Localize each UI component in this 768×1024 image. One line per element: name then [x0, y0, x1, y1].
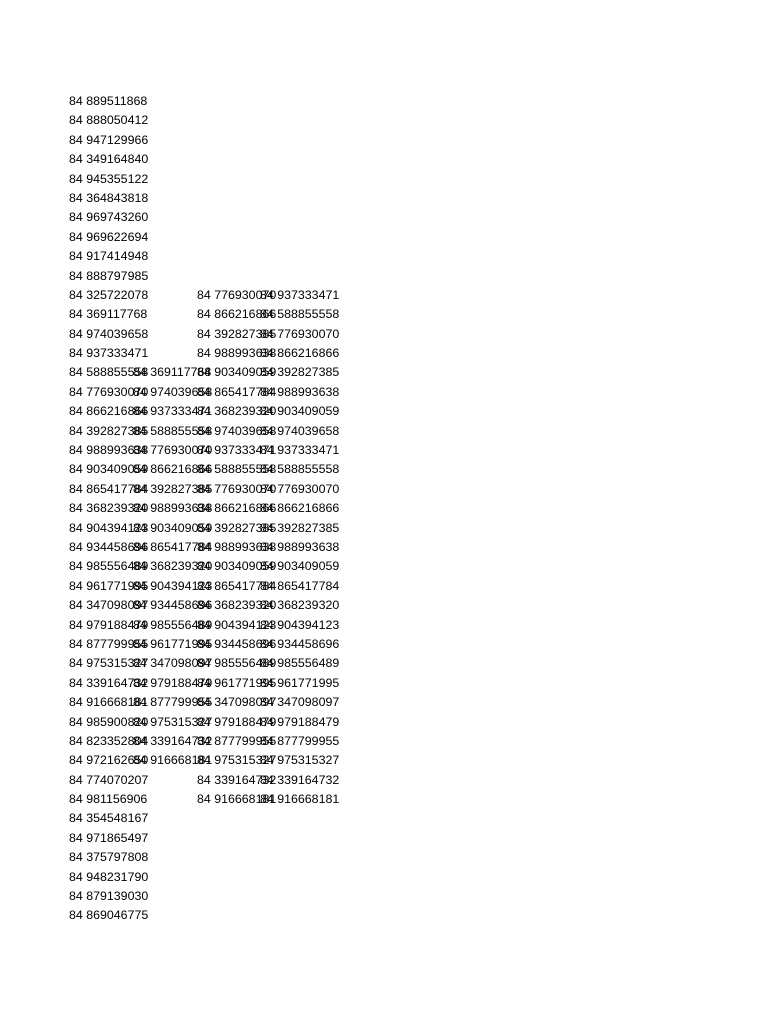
phone-cell[interactable]: 84 888797985	[69, 268, 149, 283]
phone-cell[interactable]: 84 979188479	[197, 714, 277, 729]
phone-cell[interactable]: 84 988993638	[260, 384, 340, 399]
phone-cell[interactable]: 84 776930070	[260, 481, 340, 496]
phone-cell[interactable]: 84 916668181	[133, 753, 213, 768]
phone-cell[interactable]: 84 866216866	[69, 404, 149, 419]
phone-cell[interactable]: 84 866216866	[260, 346, 340, 361]
phone-cell[interactable]: 84 975315327	[69, 656, 149, 671]
phone-cell[interactable]: 84 903409059	[260, 559, 340, 574]
phone-cell[interactable]: 84 937333471	[133, 404, 213, 419]
phone-cell[interactable]: 84 392827385	[197, 520, 277, 535]
phone-cell[interactable]: 84 903409059	[197, 559, 277, 574]
phone-cell[interactable]: 84 865417784	[197, 578, 277, 593]
phone-cell[interactable]: 84 776930070	[133, 443, 213, 458]
phone-cell[interactable]: 84 869046775	[69, 908, 149, 923]
phone-cell[interactable]: 84 392827385	[133, 481, 213, 496]
phone-cell[interactable]: 84 347098097	[133, 656, 213, 671]
phone-cell[interactable]: 84 823352804	[69, 733, 149, 748]
phone-cell[interactable]: 84 776930070	[197, 481, 277, 496]
phone-cell[interactable]: 84 877799955	[69, 636, 149, 651]
phone-cell[interactable]: 84 937333471	[260, 443, 340, 458]
phone-cell[interactable]: 84 961771995	[133, 636, 213, 651]
phone-cell[interactable]: 84 969743260	[69, 210, 149, 225]
phone-cell[interactable]: 84 917414948	[69, 249, 149, 264]
phone-cell[interactable]: 84 776930070	[197, 287, 277, 302]
phone-cell[interactable]: 84 865417784	[197, 384, 277, 399]
phone-cell[interactable]: 84 866216866	[197, 307, 277, 322]
phone-cell[interactable]: 84 985900820	[69, 714, 149, 729]
phone-cell[interactable]: 84 368239320	[133, 559, 213, 574]
phone-cell[interactable]: 84 392827385	[69, 423, 149, 438]
phone-cell[interactable]: 84 877799955	[133, 695, 213, 710]
phone-cell[interactable]: 84 904394123	[69, 520, 149, 535]
phone-cell[interactable]: 84 916668181	[197, 792, 277, 807]
phone-cell[interactable]: 84 937333471	[197, 443, 277, 458]
phone-cell[interactable]: 84 972162650	[69, 753, 149, 768]
phone-cell[interactable]: 84 975315327	[260, 753, 340, 768]
phone-cell[interactable]: 84 985556489	[197, 656, 277, 671]
phone-cell[interactable]: 84 339164732	[133, 733, 213, 748]
phone-cell[interactable]: 84 988993638	[133, 501, 213, 516]
phone-cell[interactable]: 84 969622694	[69, 229, 149, 244]
phone-cell[interactable]: 84 347098097	[197, 695, 277, 710]
phone-cell[interactable]: 84 354548167	[69, 811, 149, 826]
phone-cell[interactable]: 84 774070207	[69, 772, 149, 787]
phone-cell[interactable]: 84 369117768	[69, 307, 148, 322]
phone-cell[interactable]: 84 934458696	[260, 636, 340, 651]
phone-cell[interactable]: 84 916668181	[260, 792, 340, 807]
phone-cell[interactable]: 84 979188479	[69, 617, 149, 632]
phone-cell[interactable]: 84 368239320	[197, 404, 277, 419]
phone-cell[interactable]: 84 937333471	[260, 287, 340, 302]
phone-cell[interactable]: 84 877799955	[197, 733, 277, 748]
phone-cell[interactable]: 84 979188479	[133, 675, 213, 690]
phone-cell[interactable]: 84 588855558	[260, 307, 340, 322]
phone-cell[interactable]: 84 588855558	[197, 462, 277, 477]
phone-cell[interactable]: 84 866216866	[133, 462, 213, 477]
phone-cell[interactable]: 84 369117768	[133, 365, 212, 380]
phone-cell[interactable]: 84 368239320	[260, 598, 340, 613]
phone-cell[interactable]: 84 985556489	[260, 656, 340, 671]
phone-cell[interactable]: 84 392827385	[197, 326, 277, 341]
phone-cell[interactable]: 84 934458696	[133, 598, 213, 613]
phone-cell[interactable]: 84 903409059	[197, 365, 277, 380]
phone-cell[interactable]: 84 988993638	[69, 443, 149, 458]
phone-cell[interactable]: 84 904394123	[197, 617, 277, 632]
phone-cell[interactable]: 84 347098097	[69, 598, 149, 613]
phone-cell[interactable]: 84 937333471	[69, 346, 149, 361]
phone-cell[interactable]: 84 339164732	[260, 772, 340, 787]
phone-cell[interactable]: 84 866216866	[260, 501, 340, 516]
phone-cell[interactable]: 84 975315327	[133, 714, 213, 729]
phone-cell[interactable]: 84 392827385	[260, 520, 340, 535]
phone-cell[interactable]: 84 392827385	[260, 365, 340, 380]
phone-cell[interactable]: 84 903409059	[133, 520, 213, 535]
phone-cell[interactable]: 84 339164732	[197, 772, 277, 787]
phone-cell[interactable]: 84 985556489	[133, 617, 213, 632]
phone-cell[interactable]: 84 979188479	[260, 714, 340, 729]
phone-cell[interactable]: 84 961771995	[197, 675, 277, 690]
phone-cell[interactable]: 84 339164732	[69, 675, 149, 690]
phone-cell[interactable]: 84 347098097	[260, 695, 340, 710]
phone-cell[interactable]: 84 325722078	[69, 287, 149, 302]
phone-cell[interactable]: 84 961771995	[260, 675, 340, 690]
phone-cell[interactable]: 84 974039658	[197, 423, 277, 438]
phone-cell[interactable]: 84 865417784	[133, 539, 213, 554]
phone-cell[interactable]: 84 974039658	[133, 384, 213, 399]
phone-cell[interactable]: 84 904394123	[260, 617, 340, 632]
phone-cell[interactable]: 84 349164840	[69, 152, 149, 167]
phone-cell[interactable]: 84 368239320	[69, 501, 149, 516]
phone-cell[interactable]: 84 866216866	[197, 501, 277, 516]
phone-cell[interactable]: 84 974039658	[260, 423, 340, 438]
phone-cell[interactable]: 84 945355122	[69, 171, 149, 186]
phone-cell[interactable]: 84 776930070	[69, 384, 149, 399]
phone-cell[interactable]: 84 903409059	[260, 404, 340, 419]
phone-cell[interactable]: 84 948231790	[69, 869, 149, 884]
phone-cell[interactable]: 84 975315327	[197, 753, 277, 768]
phone-cell[interactable]: 84 916668181	[69, 695, 149, 710]
phone-cell[interactable]: 84 588855558	[260, 462, 340, 477]
phone-cell[interactable]: 84 985556489	[69, 559, 149, 574]
phone-cell[interactable]: 84 888050412	[69, 113, 149, 128]
phone-cell[interactable]: 84 588855558	[69, 365, 149, 380]
phone-cell[interactable]: 84 981156906	[69, 792, 148, 807]
phone-cell[interactable]: 84 988993638	[197, 539, 277, 554]
phone-cell[interactable]: 84 904394123	[133, 578, 213, 593]
phone-cell[interactable]: 84 865417784	[69, 481, 149, 496]
phone-cell[interactable]: 84 877799955	[260, 733, 340, 748]
phone-cell[interactable]: 84 988993638	[260, 539, 340, 554]
phone-cell[interactable]: 84 903409059	[69, 462, 149, 477]
phone-cell[interactable]: 84 368239320	[197, 598, 277, 613]
phone-cell[interactable]: 84 889511868	[69, 94, 148, 108]
phone-cell[interactable]: 84 879139030	[69, 889, 149, 904]
phone-cell[interactable]: 84 588855558	[133, 423, 213, 438]
phone-cell[interactable]: 84 947129966	[69, 132, 149, 147]
phone-cell[interactable]: 84 364843818	[69, 190, 149, 205]
phone-cell[interactable]: 84 988993638	[197, 346, 277, 361]
phone-cell[interactable]: 84 375797808	[69, 850, 149, 865]
phone-cell[interactable]: 84 961771995	[69, 578, 149, 593]
phone-cell[interactable]: 84 776930070	[260, 326, 340, 341]
phone-cell[interactable]: 84 971865497	[69, 830, 149, 845]
phone-cell[interactable]: 84 865417784	[260, 578, 340, 593]
phone-cell[interactable]: 84 934458696	[197, 636, 277, 651]
phone-cell[interactable]: 84 934458696	[69, 539, 149, 554]
phone-cell[interactable]: 84 974039658	[69, 326, 149, 341]
